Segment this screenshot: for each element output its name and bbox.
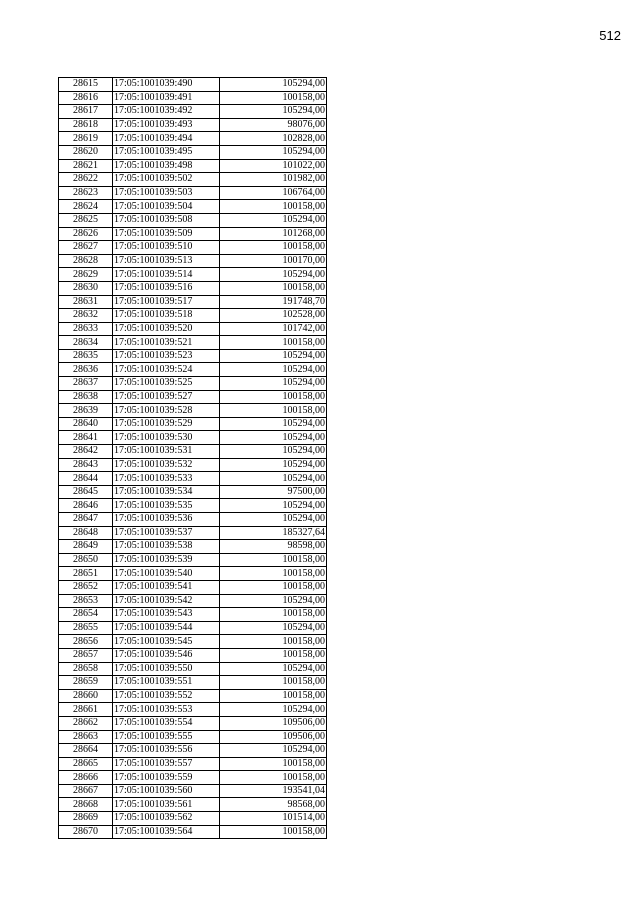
cadastral-number-cell: 17:05:1001039:490 — [113, 78, 220, 92]
value-cell: 105294,00 — [220, 431, 327, 445]
table-body — [59, 78, 327, 839]
table-row — [59, 268, 327, 282]
row-number-cell: 28647 — [59, 513, 113, 527]
row-number-cell: 28667 — [59, 784, 113, 798]
cadastral-number-cell: 17:05:1001039:537 — [113, 526, 220, 540]
cadastral-number-cell: 17:05:1001039:533 — [113, 472, 220, 486]
table-row — [59, 377, 327, 391]
row-number-cell: 28645 — [59, 485, 113, 499]
cadastral-number-cell: 17:05:1001039:551 — [113, 676, 220, 690]
value-cell: 105294,00 — [220, 513, 327, 527]
cadastral-number-cell: 17:05:1001039:510 — [113, 241, 220, 255]
value-cell: 100158,00 — [220, 241, 327, 255]
cadastral-number-cell: 17:05:1001039:542 — [113, 594, 220, 608]
table-row — [59, 798, 327, 812]
value-cell: 106764,00 — [220, 186, 327, 200]
cadastral-number-cell: 17:05:1001039:532 — [113, 458, 220, 472]
cadastral-number-cell: 17:05:1001039:529 — [113, 417, 220, 431]
cadastral-number-cell: 17:05:1001039:550 — [113, 662, 220, 676]
row-number-cell: 28655 — [59, 621, 113, 635]
value-cell: 100170,00 — [220, 254, 327, 268]
value-cell: 100158,00 — [220, 200, 327, 214]
value-cell: 101982,00 — [220, 173, 327, 187]
table-row — [59, 499, 327, 513]
cadastral-number-cell: 17:05:1001039:557 — [113, 757, 220, 771]
row-number-cell: 28640 — [59, 417, 113, 431]
table-row — [59, 485, 327, 499]
row-number-cell: 28660 — [59, 689, 113, 703]
value-cell: 105294,00 — [220, 703, 327, 717]
row-number-cell: 28651 — [59, 567, 113, 581]
value-cell: 105294,00 — [220, 662, 327, 676]
cadastral-number-cell: 17:05:1001039:564 — [113, 825, 220, 839]
table-row — [59, 78, 327, 92]
value-cell: 105294,00 — [220, 213, 327, 227]
table-row — [59, 648, 327, 662]
row-number-cell: 28639 — [59, 404, 113, 418]
table-row — [59, 458, 327, 472]
table-row — [59, 295, 327, 309]
row-number-cell: 28631 — [59, 295, 113, 309]
value-cell: 98076,00 — [220, 118, 327, 132]
cadastral-number-cell: 17:05:1001039:493 — [113, 118, 220, 132]
value-cell: 100158,00 — [220, 771, 327, 785]
page-number: 512 — [599, 28, 621, 43]
value-cell: 100158,00 — [220, 281, 327, 295]
cadastral-number-cell: 17:05:1001039:492 — [113, 105, 220, 119]
table-row — [59, 703, 327, 717]
table-row — [59, 254, 327, 268]
cadastral-number-cell: 17:05:1001039:555 — [113, 730, 220, 744]
table-row — [59, 159, 327, 173]
value-cell: 191748,70 — [220, 295, 327, 309]
table-row — [59, 553, 327, 567]
row-number-cell: 28650 — [59, 553, 113, 567]
cadastral-number-cell: 17:05:1001039:495 — [113, 145, 220, 159]
row-number-cell: 28635 — [59, 349, 113, 363]
table-row — [59, 580, 327, 594]
table-row — [59, 309, 327, 323]
value-cell: 100158,00 — [220, 608, 327, 622]
table-row — [59, 118, 327, 132]
table-row — [59, 431, 327, 445]
table-row — [59, 526, 327, 540]
cadastral-number-cell: 17:05:1001039:530 — [113, 431, 220, 445]
row-number-cell: 28623 — [59, 186, 113, 200]
cadastral-number-cell: 17:05:1001039:521 — [113, 336, 220, 350]
value-cell: 100158,00 — [220, 825, 327, 839]
table-row — [59, 445, 327, 459]
cadastral-number-cell: 17:05:1001039:517 — [113, 295, 220, 309]
value-cell: 109506,00 — [220, 730, 327, 744]
cadastral-number-cell: 17:05:1001039:520 — [113, 322, 220, 336]
value-cell: 100158,00 — [220, 553, 327, 567]
value-cell: 100158,00 — [220, 757, 327, 771]
value-cell: 105294,00 — [220, 499, 327, 513]
value-cell: 101742,00 — [220, 322, 327, 336]
row-number-cell: 28619 — [59, 132, 113, 146]
table-row — [59, 621, 327, 635]
table-row — [59, 404, 327, 418]
row-number-cell: 28625 — [59, 213, 113, 227]
cadastral-number-cell: 17:05:1001039:535 — [113, 499, 220, 513]
table-row — [59, 771, 327, 785]
row-number-cell: 28624 — [59, 200, 113, 214]
table-row — [59, 744, 327, 758]
row-number-cell: 28649 — [59, 540, 113, 554]
table-row — [59, 513, 327, 527]
row-number-cell: 28615 — [59, 78, 113, 92]
row-number-cell: 28634 — [59, 336, 113, 350]
value-cell: 105294,00 — [220, 363, 327, 377]
value-cell: 193541,04 — [220, 784, 327, 798]
cadastral-number-cell: 17:05:1001039:518 — [113, 309, 220, 323]
cadastral-number-cell: 17:05:1001039:554 — [113, 716, 220, 730]
table-row — [59, 105, 327, 119]
table-row — [59, 730, 327, 744]
cadastral-number-cell: 17:05:1001039:538 — [113, 540, 220, 554]
value-cell: 109506,00 — [220, 716, 327, 730]
row-number-cell: 28658 — [59, 662, 113, 676]
row-number-cell: 28616 — [59, 91, 113, 105]
value-cell: 105294,00 — [220, 349, 327, 363]
row-number-cell: 28648 — [59, 526, 113, 540]
value-cell: 185327,64 — [220, 526, 327, 540]
table-row — [59, 812, 327, 826]
table-row — [59, 336, 327, 350]
cadastral-number-cell: 17:05:1001039:498 — [113, 159, 220, 173]
table-row — [59, 784, 327, 798]
row-number-cell: 28656 — [59, 635, 113, 649]
value-cell: 100158,00 — [220, 404, 327, 418]
table-row — [59, 173, 327, 187]
cadastral-number-cell: 17:05:1001039:514 — [113, 268, 220, 282]
row-number-cell: 28628 — [59, 254, 113, 268]
value-cell: 100158,00 — [220, 648, 327, 662]
row-number-cell: 28661 — [59, 703, 113, 717]
cadastral-number-cell: 17:05:1001039:523 — [113, 349, 220, 363]
cadastral-number-cell: 17:05:1001039:504 — [113, 200, 220, 214]
value-cell: 100158,00 — [220, 336, 327, 350]
value-cell: 105294,00 — [220, 377, 327, 391]
table-row — [59, 716, 327, 730]
cadastral-number-cell: 17:05:1001039:508 — [113, 213, 220, 227]
value-cell: 98568,00 — [220, 798, 327, 812]
table-row — [59, 472, 327, 486]
row-number-cell: 28670 — [59, 825, 113, 839]
cadastral-number-cell: 17:05:1001039:491 — [113, 91, 220, 105]
table-row — [59, 635, 327, 649]
table-row — [59, 363, 327, 377]
value-cell: 105294,00 — [220, 445, 327, 459]
cadastral-number-cell: 17:05:1001039:513 — [113, 254, 220, 268]
row-number-cell: 28664 — [59, 744, 113, 758]
table-row — [59, 662, 327, 676]
row-number-cell: 28663 — [59, 730, 113, 744]
row-number-cell: 28636 — [59, 363, 113, 377]
cadastral-number-cell: 17:05:1001039:562 — [113, 812, 220, 826]
value-cell: 105294,00 — [220, 105, 327, 119]
table-row — [59, 91, 327, 105]
row-number-cell: 28654 — [59, 608, 113, 622]
table-row — [59, 689, 327, 703]
table-row — [59, 186, 327, 200]
row-number-cell: 28629 — [59, 268, 113, 282]
row-number-cell: 28618 — [59, 118, 113, 132]
value-cell: 100158,00 — [220, 689, 327, 703]
value-cell: 105294,00 — [220, 417, 327, 431]
table-row — [59, 281, 327, 295]
table-row — [59, 825, 327, 839]
value-cell: 105294,00 — [220, 268, 327, 282]
value-cell: 101022,00 — [220, 159, 327, 173]
cadastral-number-cell: 17:05:1001039:543 — [113, 608, 220, 622]
value-cell: 105294,00 — [220, 744, 327, 758]
cadastral-number-cell: 17:05:1001039:560 — [113, 784, 220, 798]
row-number-cell: 28621 — [59, 159, 113, 173]
cadastral-number-cell: 17:05:1001039:494 — [113, 132, 220, 146]
cadastral-number-cell: 17:05:1001039:546 — [113, 648, 220, 662]
cadastral-number-cell: 17:05:1001039:561 — [113, 798, 220, 812]
row-number-cell: 28627 — [59, 241, 113, 255]
cadastral-number-cell: 17:05:1001039:509 — [113, 227, 220, 241]
value-cell: 101514,00 — [220, 812, 327, 826]
value-cell: 101268,00 — [220, 227, 327, 241]
cadastral-number-cell: 17:05:1001039:527 — [113, 390, 220, 404]
cadastral-number-cell: 17:05:1001039:545 — [113, 635, 220, 649]
cadastral-number-cell: 17:05:1001039:541 — [113, 580, 220, 594]
cadastral-number-cell: 17:05:1001039:528 — [113, 404, 220, 418]
cadastral-number-cell: 17:05:1001039:552 — [113, 689, 220, 703]
row-number-cell: 28637 — [59, 377, 113, 391]
cadastral-number-cell: 17:05:1001039:556 — [113, 744, 220, 758]
value-cell: 102828,00 — [220, 132, 327, 146]
row-number-cell: 28665 — [59, 757, 113, 771]
value-cell: 97500,00 — [220, 485, 327, 499]
cadastral-number-cell: 17:05:1001039:516 — [113, 281, 220, 295]
table-row — [59, 145, 327, 159]
value-cell: 100158,00 — [220, 676, 327, 690]
table-row — [59, 227, 327, 241]
row-number-cell: 28644 — [59, 472, 113, 486]
cadastral-number-cell: 17:05:1001039:540 — [113, 567, 220, 581]
cadastral-number-cell: 17:05:1001039:534 — [113, 485, 220, 499]
value-cell: 100158,00 — [220, 580, 327, 594]
value-cell: 100158,00 — [220, 567, 327, 581]
row-number-cell: 28630 — [59, 281, 113, 295]
cadastral-number-cell: 17:05:1001039:531 — [113, 445, 220, 459]
row-number-cell: 28657 — [59, 648, 113, 662]
row-number-cell: 28652 — [59, 580, 113, 594]
table-row — [59, 213, 327, 227]
cadastral-number-cell: 17:05:1001039:502 — [113, 173, 220, 187]
row-number-cell: 28653 — [59, 594, 113, 608]
cadastral-number-cell: 17:05:1001039:525 — [113, 377, 220, 391]
row-number-cell: 28646 — [59, 499, 113, 513]
row-number-cell: 28620 — [59, 145, 113, 159]
row-number-cell: 28669 — [59, 812, 113, 826]
value-cell: 102528,00 — [220, 309, 327, 323]
table-row — [59, 608, 327, 622]
cadastral-number-cell: 17:05:1001039:524 — [113, 363, 220, 377]
row-number-cell: 28668 — [59, 798, 113, 812]
value-cell: 100158,00 — [220, 635, 327, 649]
value-cell: 105294,00 — [220, 472, 327, 486]
value-cell: 105294,00 — [220, 145, 327, 159]
row-number-cell: 28662 — [59, 716, 113, 730]
value-cell: 105294,00 — [220, 78, 327, 92]
row-number-cell: 28659 — [59, 676, 113, 690]
table-row — [59, 676, 327, 690]
cadastral-number-cell: 17:05:1001039:544 — [113, 621, 220, 635]
row-number-cell: 28666 — [59, 771, 113, 785]
row-number-cell: 28633 — [59, 322, 113, 336]
cadastral-number-cell: 17:05:1001039:503 — [113, 186, 220, 200]
table-row — [59, 349, 327, 363]
cadastral-number-cell: 17:05:1001039:553 — [113, 703, 220, 717]
table-row — [59, 390, 327, 404]
value-cell: 98598,00 — [220, 540, 327, 554]
row-number-cell: 28632 — [59, 309, 113, 323]
value-cell: 100158,00 — [220, 390, 327, 404]
value-cell: 105294,00 — [220, 621, 327, 635]
row-number-cell: 28641 — [59, 431, 113, 445]
table-row — [59, 594, 327, 608]
table-row — [59, 322, 327, 336]
table-row — [59, 132, 327, 146]
cadastral-value-table — [58, 77, 327, 839]
cadastral-number-cell: 17:05:1001039:536 — [113, 513, 220, 527]
row-number-cell: 28638 — [59, 390, 113, 404]
row-number-cell: 28643 — [59, 458, 113, 472]
value-cell: 100158,00 — [220, 91, 327, 105]
table-row — [59, 567, 327, 581]
cadastral-number-cell: 17:05:1001039:559 — [113, 771, 220, 785]
table-row — [59, 200, 327, 214]
table-row — [59, 757, 327, 771]
value-cell: 105294,00 — [220, 458, 327, 472]
table-row — [59, 241, 327, 255]
cadastral-number-cell: 17:05:1001039:539 — [113, 553, 220, 567]
value-cell: 105294,00 — [220, 594, 327, 608]
table-row — [59, 540, 327, 554]
row-number-cell: 28642 — [59, 445, 113, 459]
row-number-cell: 28617 — [59, 105, 113, 119]
table-row — [59, 417, 327, 431]
row-number-cell: 28622 — [59, 173, 113, 187]
row-number-cell: 28626 — [59, 227, 113, 241]
